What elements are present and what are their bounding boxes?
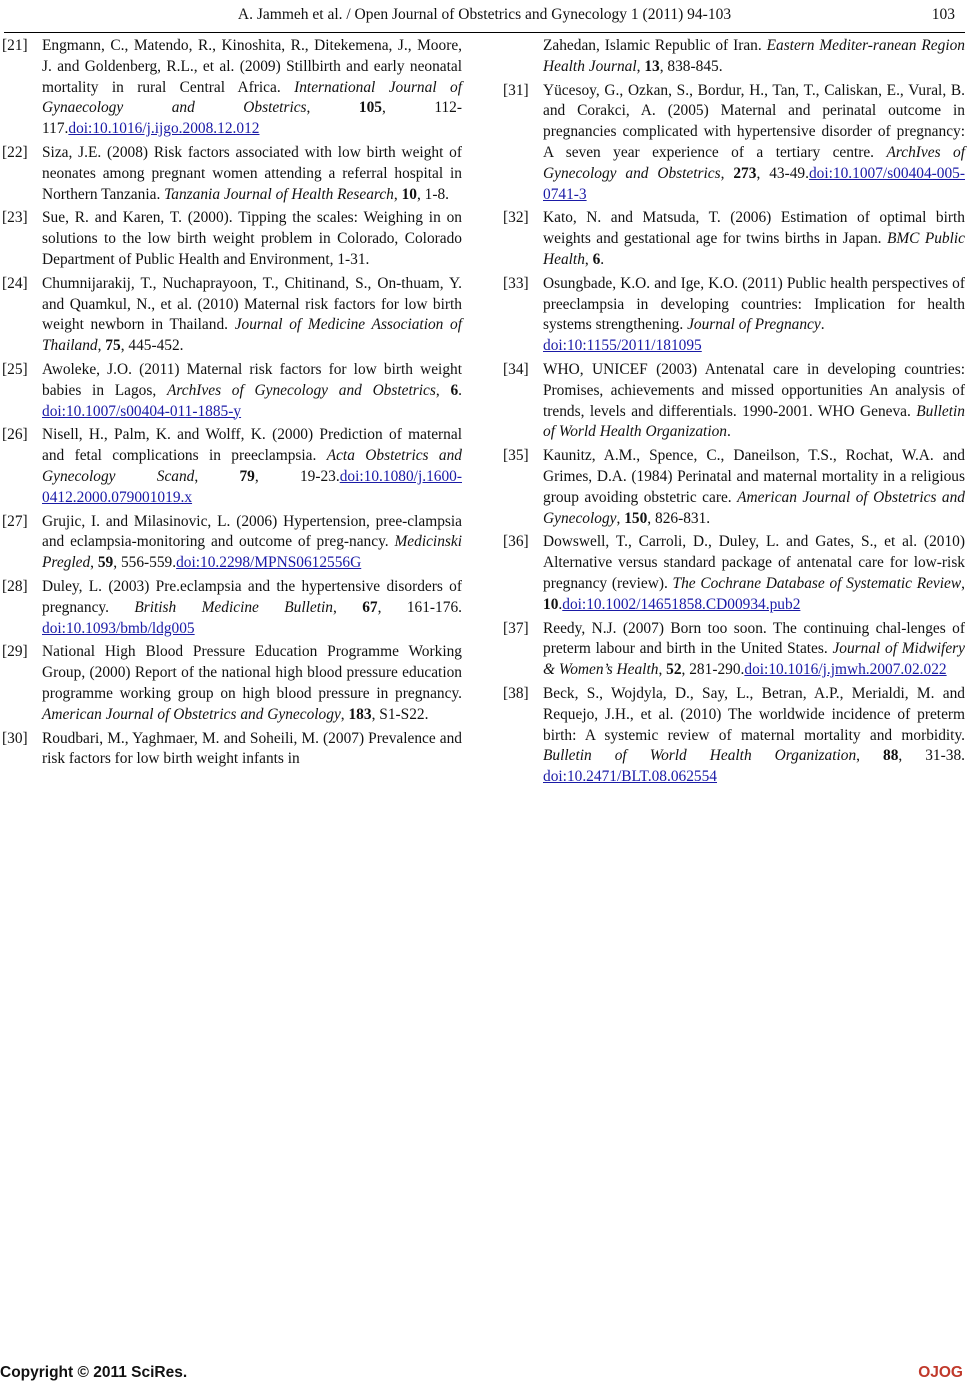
reference-citation: Engmann, C., Matendo, R., Kinoshita, R., Ditekemena, J., Moore, J. and Goldenberg, R.L., et al. (2009) Stillbirth and early neonatal mortality in rural Central Africa. — [42, 37, 462, 96]
reference-citation: Yücesoy, G., Ozkan, S., Bordur, H., Tan, T., Caliskan, E., Vural, B. and Corakci, A. (2005) Maternal and perinatal outcome in pregnancies complicated with hypertensive disorder of pregnancy: A seven year experience of a tertiary centre. — [543, 81, 965, 161]
journal-name: Tanzania Journal of Health Research — [164, 185, 394, 203]
page-range: , 31-38. — [898, 747, 965, 765]
reference-citation: National High Blood Pressure Education Programme Working Group, (2000) Report of the national high blood pressure education programme working group on high blood pressure in pregnancy. — [42, 643, 462, 702]
reference-separator: , — [961, 574, 965, 592]
page-range: , 445-452. — [120, 337, 184, 355]
reference-entry — [2, 143, 462, 205]
reference-entry — [2, 208, 462, 270]
journal-name: ArchIves of Gynecology and Obstetrics — [166, 381, 436, 399]
reference-number: [38] — [503, 684, 529, 702]
volume-number: 75 — [105, 337, 121, 355]
reference-text — [543, 274, 965, 357]
reference-number: [30] — [2, 729, 28, 747]
reference-citation: Beck, S., Wojdyla, D., Say, L., Betran, A.P., Merialdi, M. and Requejo, J.H., et al. (2010) The worldwide incidence of preterm birth: A systemic review of maternal mortality and morbidity. — [543, 684, 965, 744]
page-range: , 1-8. — [416, 185, 450, 203]
reference-text — [42, 425, 462, 508]
reference-entry — [503, 36, 965, 78]
reference-number: [25] — [2, 360, 28, 378]
doi-link[interactable]: doi:10.2471/BLT.08.062554 — [543, 768, 718, 786]
volume-number: 13 — [644, 57, 660, 75]
running-title: A. Jammeh et al. / Open Journal of Obstetrics and Gynecology 1 (2011) 94-103 — [237, 6, 732, 23]
volume-number: 6 — [450, 381, 459, 399]
reference-text — [543, 532, 965, 615]
volume-number: 59 — [97, 554, 114, 572]
volume-number: 10 — [543, 595, 559, 613]
reference-number: [33] — [503, 274, 529, 292]
reference-number: [22] — [2, 143, 28, 161]
reference-separator: , — [332, 598, 363, 616]
volume-number: 105 — [358, 99, 382, 117]
reference-text — [543, 36, 965, 78]
reference-number: [36] — [503, 533, 529, 551]
page-number: 103 — [931, 6, 955, 23]
journal-name: Journal of Medicine Association of Thailand — [42, 316, 463, 355]
reference-citation: Nisell, H., Palm, K. and Wolff, K. (2000) Prediction of maternal and fetal complications in preeclampsia. — [42, 426, 462, 465]
reference-citation: Grujic, I. and Milasinovic, L. (2006) Hypertension, pree-clampsia and eclampsia-monitoring and outcome of preg-nancy. — [42, 512, 462, 551]
reference-number: [23] — [2, 209, 28, 227]
references-right-column — [503, 36, 965, 791]
reference-text — [42, 143, 462, 205]
journal-name: Eastern Mediter-ranean Region Health Journal — [543, 37, 965, 75]
doi-link[interactable]: doi:10.1016/j.jmwh.2007.02.022 — [744, 661, 947, 679]
doi-link[interactable]: doi:10.1007/s00404-011-1885-y — [42, 402, 242, 420]
reference-number: [27] — [2, 512, 28, 530]
reference-number: [37] — [503, 619, 529, 637]
page-range: , 556-559. — [113, 554, 177, 572]
reference-entry — [2, 274, 462, 357]
reference-entry — [2, 577, 462, 639]
reference-text — [42, 274, 462, 357]
reference-number: [24] — [2, 274, 28, 292]
page-footer — [0, 1356, 969, 1386]
volume-number: 67 — [362, 598, 378, 616]
reference-text — [42, 360, 462, 422]
reference-citation: Zahedan, Islamic Republic of Iran. — [543, 37, 767, 54]
journal-name: American Journal of Obstetrics and Gynecology — [543, 488, 965, 527]
reference-entry — [503, 81, 965, 206]
reference-entry — [503, 208, 965, 270]
reference-text — [543, 446, 965, 529]
journal-name: Acta Obstetrics and Gynecology Scand — [42, 447, 462, 485]
volume-number: 88 — [883, 747, 899, 765]
reference-citation: WHO, UNICEF (2003) Antenatal care in developing countries: Promises, achievements and missed opportunities An analysis of trends, levels and differentials. 1990-2001. WHO Geneva. — [543, 360, 965, 420]
journal-name: Journal of Midwifery & Women’s Health — [543, 640, 965, 679]
reference-citation: Reedy, N.J. (2007) Born too soon. The continuing chal-lenges of preterm labour and birth in the United States. — [543, 619, 965, 658]
volume-number: 183 — [348, 705, 372, 723]
reference-separator: , — [636, 57, 645, 75]
reference-separator: , — [720, 164, 734, 182]
page-range: , 161-176. — [377, 598, 462, 616]
reference-entry — [2, 729, 462, 771]
volume-number: 79 — [239, 467, 255, 485]
journal-name: ArchIves of Gynecology and Obstetrics — [543, 143, 965, 182]
journal-name: British Medicine Bulletin — [134, 598, 333, 616]
doi-link[interactable]: doi:10.2298/MPNS0612556G — [176, 554, 362, 572]
journal-abbreviation: OJOG — [918, 1364, 963, 1381]
journal-name: Bulletin of World Health Organization — [543, 402, 965, 441]
journal-name: Bulletin of World Health Organization — [543, 747, 857, 765]
page-range: , 838-845. — [659, 57, 723, 75]
reference-citation: Roudbari, M., Yaghmaer, M. and Soheili, M. (2007) Prevalence and risk factors for low birth weight infants in — [42, 729, 462, 768]
reference-number: [28] — [2, 577, 28, 595]
reference-entry — [2, 512, 462, 574]
doi-link[interactable]: doi:10.1093/bmb/ldg005 — [42, 619, 195, 637]
volume-number: 52 — [666, 661, 682, 679]
reference-separator: , — [90, 554, 98, 572]
journal-name: The Cochrane Database of Systematic Review — [672, 574, 962, 592]
header-divider — [4, 32, 965, 33]
reference-separator: , — [194, 467, 240, 485]
copyright-notice: Copyright © 2011 SciRes. — [0, 1364, 188, 1381]
reference-entry — [2, 36, 462, 140]
reference-text — [42, 729, 462, 771]
reference-text — [543, 619, 965, 681]
page-range: , 19-23. — [254, 467, 340, 485]
doi-link[interactable]: doi:10.1016/j.ijgo.2008.12.012 — [68, 120, 260, 138]
reference-citation: Sue, R. and Karen, T. (2000). Tipping the scales: Weighing in on solutions to the low birth weight problem in Colorado, Colorado Department of Public Health and Environment, 1-31. — [42, 209, 462, 268]
reference-text — [42, 642, 462, 725]
reference-number: [21] — [2, 37, 28, 54]
reference-text — [543, 208, 965, 270]
reference-text — [543, 684, 965, 788]
reference-citation: Awoleke, J.O. (2011) Maternal risk factors for low birth weight babies in Lagos, — [42, 360, 462, 399]
reference-entry — [503, 274, 965, 357]
reference-separator: , — [435, 381, 451, 399]
reference-citation: Duley, L. (2003) Pre.eclampsia and the hypertensive disorders of pregnancy. — [42, 577, 462, 616]
page-range: . — [600, 250, 605, 268]
doi-link[interactable]: doi:10.1007/s00404-005-0741-3 — [543, 164, 965, 203]
page-range: . — [458, 381, 462, 399]
reference-separator: . — [820, 316, 825, 334]
reference-entry — [503, 532, 965, 615]
reference-entry — [503, 684, 965, 788]
journal-name: American Journal of Obstetrics and Gynecology — [42, 705, 341, 723]
volume-number: 6 — [592, 250, 601, 268]
reference-separator: , — [658, 661, 667, 679]
reference-text — [543, 360, 965, 443]
page-range: . — [558, 595, 563, 613]
journal-name: Medicinski Pregled — [42, 533, 462, 572]
reference-number: [35] — [503, 447, 529, 465]
reference-entry — [2, 642, 462, 725]
reference-text — [543, 81, 965, 206]
reference-number: [34] — [503, 360, 529, 378]
reference-citation: Dowswell, T., Carroli, D., Duley, L. and Gates, S., et al. (2010) Alternative versus standard package of antenatal care for low-risk pregnancy (review). — [543, 533, 965, 592]
reference-text — [42, 512, 462, 574]
reference-number: [31] — [503, 81, 529, 99]
doi-link[interactable]: doi:10.1002/14651858.CD00934.pub2 — [562, 595, 801, 613]
reference-number: [32] — [503, 209, 529, 227]
page-header — [0, 4, 969, 26]
reference-text — [42, 577, 462, 639]
reference-number: [26] — [2, 426, 28, 444]
page-range: , S1-S22. — [371, 705, 429, 723]
reference-separator: , — [616, 509, 625, 527]
doi-link[interactable]: doi:10.1080/j.1600-0412.2000.079001019.x — [42, 467, 462, 506]
reference-separator: , — [856, 747, 883, 765]
reference-citation: Chumnijarakij, T., Nuchaprayoon, T., Chitinand, S., On-thuam, Y. and Quamkul, N., et al. (2010) Maternal risk factors for low birth weight newborn in Thailand. — [42, 274, 462, 334]
reference-separator: , — [393, 185, 402, 203]
doi-link[interactable]: doi:10:1155/2011/181095 — [543, 337, 702, 355]
reference-entry — [503, 360, 965, 443]
reference-number: [29] — [2, 643, 28, 661]
reference-citation: Osungbade, K.O. and Ige, K.O. (2011) Public health perspectives of preeclampsia in developing countries: Implication for health systems strengthening. — [543, 274, 965, 334]
volume-number: 10 — [401, 185, 417, 203]
reference-separator: , — [340, 705, 349, 723]
reference-citation: Siza, J.E. (2008) Risk factors associated with low birth weight of neonates among pregnant women attending a referral hospital in Northern Tanzania. — [42, 143, 462, 203]
journal-name: Journal of Pregnancy — [687, 316, 821, 334]
reference-separator: , — [97, 337, 106, 355]
page-range: , 281-290. — [681, 661, 745, 679]
volume-number: 273 — [733, 164, 757, 182]
reference-entry — [2, 360, 462, 422]
page-range: , 826-831. — [647, 509, 711, 527]
reference-separator: , — [584, 250, 593, 268]
reference-citation: Kato, N. and Matsuda, T. (2006) Estimation of optimal birth weights and gestational age for twins births in Japan. — [543, 209, 965, 248]
reference-citation: Kaunitz, A.M., Spence, C., Daneilson, T.S., Rochat, W.A. and Grimes, D.A. (1984) Perinatal and maternal mortality in a religious group avoiding obstetric care. — [543, 447, 965, 506]
reference-entry — [503, 619, 965, 681]
references-left-column — [2, 36, 462, 773]
reference-separator: , — [306, 99, 359, 117]
reference-text — [42, 36, 462, 140]
reference-entry — [503, 446, 965, 529]
journal-name: International Journal of Gynaecology and Obstetrics — [42, 78, 462, 117]
page-range: . — [727, 423, 731, 441]
page-range: , 43-49. — [756, 164, 809, 182]
reference-entry — [2, 425, 462, 508]
page-range: , 112-117. — [42, 99, 462, 138]
journal-name: BMC Public Health — [543, 230, 965, 268]
reference-text — [42, 208, 462, 270]
volume-number: 150 — [624, 509, 648, 527]
